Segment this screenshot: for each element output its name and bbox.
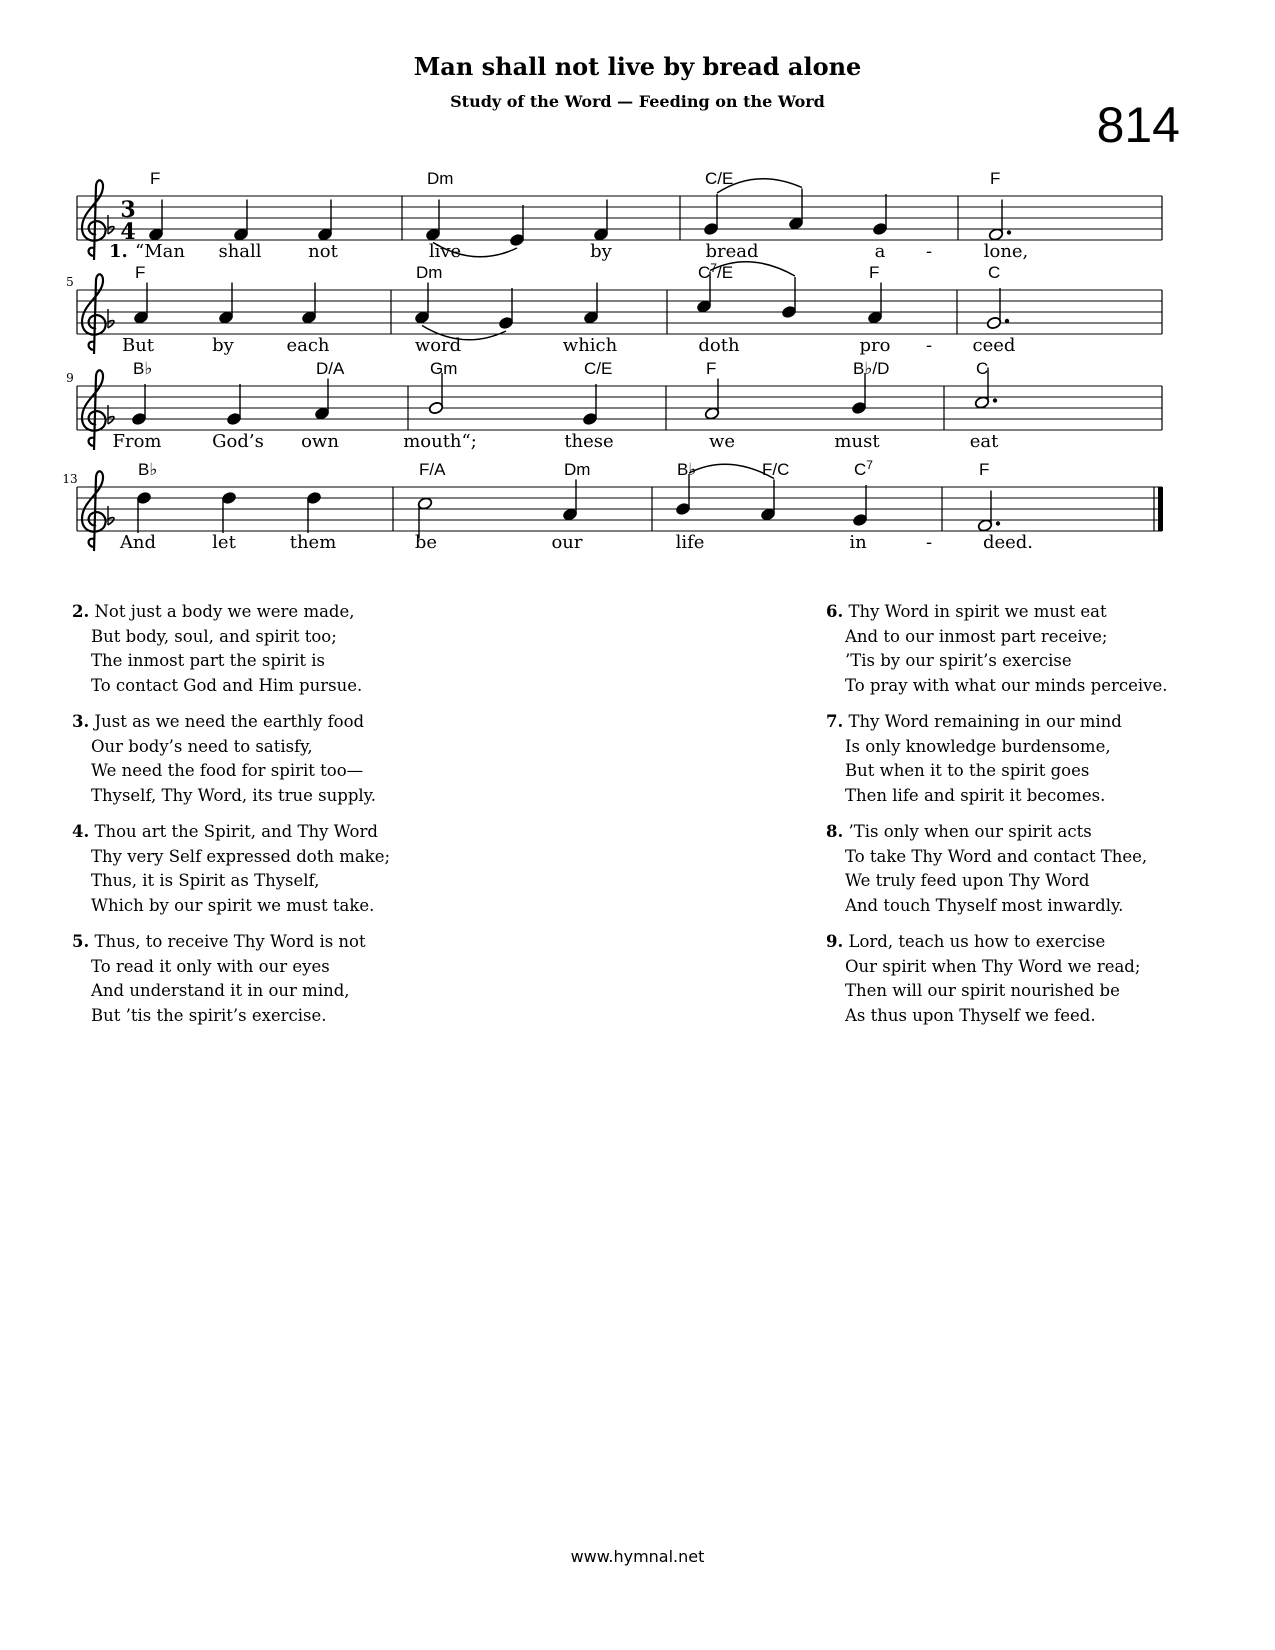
- chord-symbol: D/A: [316, 359, 345, 378]
- chord-symbol: B♭: [133, 359, 153, 378]
- verse-text: The inmost part the spirit is: [91, 651, 325, 670]
- chord-symbol: $C^7$: [854, 458, 873, 479]
- lyric-syllable: lone,: [983, 241, 1029, 262]
- verse-line: [826, 930, 1167, 955]
- verse-text: Thus, to receive Thy Word is not: [94, 932, 366, 951]
- verse-text: We need the food for spirit too—: [91, 761, 364, 780]
- verse-text: Thus, it is Spirit as Thyself,: [91, 871, 320, 890]
- verse-number: 3.: [72, 712, 90, 731]
- lyric-syllable: bread: [705, 241, 759, 262]
- chord-symbol: C/E: [584, 359, 613, 378]
- chord-symbol: Dm: [416, 263, 443, 282]
- verse-number: 8.: [826, 822, 844, 841]
- chord-symbol: C/E: [705, 169, 734, 188]
- verse-number: 9.: [826, 932, 844, 951]
- chord-symbol: Dm: [427, 169, 454, 188]
- lyric-syllable: these: [564, 431, 614, 452]
- hymn-title: Man shall not live by bread alone: [413, 52, 862, 81]
- verse-text: Is only knowledge burdensome,: [845, 736, 1111, 756]
- verse-block: [72, 600, 390, 698]
- verse-text: To contact God and Him pursue.: [91, 675, 363, 695]
- verse-text: Then life and spirit it becomes.: [845, 785, 1106, 805]
- verse-text: As thus upon Thyself we feed.: [845, 1005, 1096, 1025]
- verse-number: 5.: [72, 932, 90, 951]
- verse-line: [826, 649, 1167, 674]
- lyric-syllable: -: [925, 335, 933, 356]
- verse-line: [826, 625, 1167, 650]
- verse-block: [826, 930, 1167, 1028]
- verse-line: [72, 820, 390, 845]
- verse-line: [72, 979, 390, 1004]
- music-score: [0, 0, 1275, 600]
- lyric-syllable: From: [112, 431, 162, 452]
- verse-line: [826, 759, 1167, 784]
- verse-label: 1.: [109, 241, 128, 262]
- verse-text: Not just a body we were made,: [94, 602, 355, 621]
- verse-line: [72, 674, 390, 699]
- verse-line: [72, 710, 390, 735]
- verse-line: [826, 845, 1167, 870]
- verse-text: We truly feed upon Thy Word: [845, 871, 1090, 890]
- verse-number: 6.: [826, 602, 844, 621]
- verse-line: [826, 979, 1167, 1004]
- verse-line: [72, 600, 390, 625]
- chord-symbol: F: [706, 359, 717, 378]
- chord-symbol: B♭: [677, 460, 697, 479]
- lyric-syllable: shall: [218, 241, 262, 262]
- verses-left-column: [72, 600, 390, 1040]
- verse-number: 7.: [826, 712, 844, 731]
- dot: [993, 398, 997, 402]
- verse-block: [72, 710, 390, 808]
- lyric-syllable: them: [289, 532, 337, 553]
- lyric-syllable: by: [212, 335, 234, 356]
- chord-symbol: Gm: [430, 359, 458, 378]
- lyric-syllable: our: [551, 532, 583, 553]
- lyric-syllable: God’s: [212, 431, 264, 452]
- treble-clef-icon: [82, 274, 106, 354]
- staff-system: [77, 464, 1163, 538]
- lyric-syllable: in: [849, 532, 867, 553]
- verse-line: [826, 955, 1167, 980]
- dot: [1007, 230, 1011, 234]
- chord-symbol: Dm: [564, 460, 591, 479]
- verse-number: 2.: [72, 602, 90, 621]
- verse-line: [826, 600, 1167, 625]
- lyric-syllable: “Man: [135, 241, 185, 262]
- verse-text: Which by our spirit we must take.: [91, 895, 375, 915]
- lyric-syllable: we: [708, 431, 736, 452]
- lyric-syllable: -: [925, 532, 933, 553]
- verse-text: ’Tis by our spirit’s exercise: [845, 651, 1072, 670]
- verse-line: [72, 649, 390, 674]
- verse-line: [72, 869, 390, 894]
- verse-line: [826, 784, 1167, 809]
- verse-line: [826, 674, 1167, 699]
- lyric-syllable: eat: [969, 431, 999, 452]
- lyric-syllable: let: [212, 532, 236, 553]
- lyric-syllable: be: [414, 532, 438, 553]
- final-barline: [1158, 487, 1163, 531]
- verse-line: [826, 735, 1167, 760]
- chord-symbol: F/A: [419, 460, 446, 479]
- verse-line: [72, 894, 390, 919]
- verse-line: [826, 869, 1167, 894]
- lyric-syllable: ceed: [972, 335, 1016, 356]
- footer-url: www.hymnal.net: [570, 1547, 705, 1566]
- verse-text: And to our inmost part receive;: [845, 626, 1108, 646]
- verse-text: Thy Word in spirit we must eat: [848, 602, 1107, 621]
- lyric-syllable: pro: [859, 335, 891, 356]
- verse-text: Just as we need the earthly food: [94, 712, 365, 731]
- verse-line: [72, 735, 390, 760]
- chord-symbol: B♭/D: [853, 359, 890, 378]
- dot: [1005, 319, 1009, 323]
- verse-block: [72, 820, 390, 918]
- verse-block: [72, 930, 390, 1028]
- time-signature-bottom: 4: [120, 219, 136, 245]
- lyric-syllable: live: [428, 241, 462, 262]
- lyric-syllable: And: [119, 532, 157, 553]
- measure-number: 5: [66, 275, 74, 289]
- lyric-syllable: own: [301, 431, 339, 452]
- verse-line: [72, 845, 390, 870]
- verse-text: To take Thy Word and contact Thee,: [845, 846, 1148, 866]
- verse-text: And understand it in our mind,: [91, 981, 350, 1000]
- verse-text: Thou art the Spirit, and Thy Word: [94, 822, 378, 841]
- lyric-syllable: word: [414, 335, 462, 356]
- verse-line: [826, 820, 1167, 845]
- verse-text: Thy Word remaining in our mind: [848, 712, 1122, 731]
- lyric-syllable: a: [874, 241, 886, 262]
- chord-symbol: C: [976, 359, 989, 378]
- verse-text: Lord, teach us how to exercise: [848, 932, 1106, 951]
- verse-text: To pray with what our minds perceive.: [845, 675, 1168, 695]
- verse-line: [826, 894, 1167, 919]
- hymn-number: 814: [1096, 97, 1180, 153]
- treble-clef-icon: [82, 180, 106, 260]
- lyric-syllable: deed.: [982, 532, 1034, 553]
- verse-line: [72, 955, 390, 980]
- lyric-syllable: must: [834, 431, 880, 452]
- chord-symbol: F: [150, 169, 161, 188]
- verse-text: But ’tis the spirit’s exercise.: [91, 1005, 327, 1025]
- verse-text: Our body’s need to satisfy,: [91, 736, 313, 756]
- dot: [996, 521, 1000, 525]
- chord-symbol: F/C: [762, 460, 790, 479]
- lyric-syllable: -: [925, 241, 933, 262]
- treble-clef-icon: [82, 370, 106, 450]
- verse-text: To read it only with our eyes: [91, 956, 330, 976]
- time-signature-top: 3: [120, 197, 136, 223]
- verse-text: Then will our spirit nourished be: [845, 981, 1120, 1000]
- chord-symbol: F: [135, 263, 146, 282]
- verse-line: [826, 710, 1167, 735]
- verses-right-column: [826, 600, 1167, 1040]
- verse-line: [72, 759, 390, 784]
- verse-line: [72, 930, 390, 955]
- verse-line: [72, 1004, 390, 1029]
- verse-block: [826, 710, 1167, 808]
- measure-number: 13: [62, 472, 78, 486]
- verse-line: [72, 784, 390, 809]
- verse-line: [72, 625, 390, 650]
- lyric-syllable: But: [121, 335, 155, 356]
- verse-text: Our spirit when Thy Word we read;: [845, 956, 1141, 976]
- chord-symbol: F: [990, 169, 1001, 188]
- lyric-syllable: doth: [698, 335, 740, 356]
- verse-text: ’Tis only when our spirit acts: [848, 822, 1092, 841]
- verse-text: Thyself, Thy Word, its true supply.: [91, 785, 377, 805]
- verse-block: [826, 600, 1167, 698]
- staff-system: [77, 368, 1162, 431]
- chord-symbol: C: [988, 263, 1001, 282]
- verse-text: But when it to the spirit goes: [845, 761, 1090, 780]
- lyric-syllable: mouth“;: [403, 431, 477, 452]
- lyric-syllable: each: [286, 335, 330, 356]
- lyric-syllable: life: [675, 532, 705, 553]
- verse-block: [826, 820, 1167, 918]
- verse-number: 4.: [72, 822, 90, 841]
- treble-clef-icon: [82, 471, 106, 551]
- verse-text: Thy very Self expressed doth make;: [91, 846, 391, 866]
- hymn-subtitle: Study of the Word — Feeding on the Word: [450, 92, 825, 111]
- verse-text: But body, soul, and spirit too;: [91, 626, 337, 646]
- verse-line: [826, 1004, 1167, 1029]
- chord-symbol: F: [869, 263, 880, 282]
- measure-number: 9: [66, 371, 74, 385]
- chord-symbol: $C^7/E$: [698, 261, 734, 282]
- lyric-syllable: not: [308, 241, 338, 262]
- lyric-syllable: which: [562, 335, 618, 356]
- verse-text: And touch Thyself most inwardly.: [845, 895, 1124, 915]
- lyric-syllable: by: [590, 241, 612, 262]
- chord-symbol: F: [979, 460, 990, 479]
- chord-symbol: B♭: [138, 460, 158, 479]
